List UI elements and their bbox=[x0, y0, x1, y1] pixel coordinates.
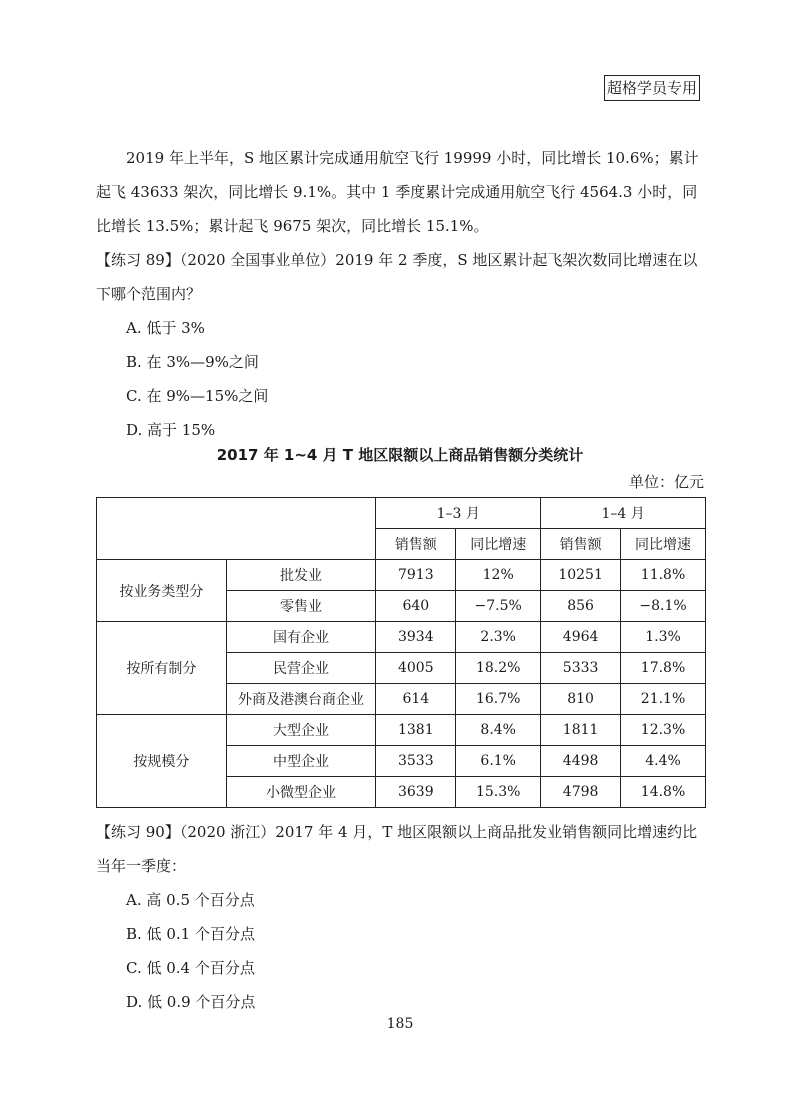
table-cell: −7.5% bbox=[456, 591, 541, 622]
row-label: 批发业 bbox=[226, 560, 376, 591]
sub-header: 同比增速 bbox=[621, 529, 706, 560]
option-a[interactable]: A. 高 0.5 个百分点 bbox=[126, 891, 255, 909]
sales-table bbox=[96, 497, 706, 808]
row-label: 小微型企业 bbox=[226, 777, 376, 808]
option-b[interactable]: B. 低 0.1 个百分点 bbox=[126, 925, 255, 943]
row-label: 国有企业 bbox=[226, 622, 376, 653]
option-c[interactable]: C. 低 0.4 个百分点 bbox=[126, 959, 255, 977]
table-cell: 4.4% bbox=[621, 746, 706, 777]
table-cell: 18.2% bbox=[456, 653, 541, 684]
option-d[interactable]: D. 高于 15% bbox=[126, 421, 216, 439]
row-label: 民营企业 bbox=[226, 653, 376, 684]
table-unit: 单位：亿元 bbox=[628, 473, 704, 491]
table-row bbox=[97, 560, 706, 591]
option-c[interactable]: C. 在 9%—15%之间 bbox=[126, 387, 269, 405]
table-cell: 21.1% bbox=[621, 684, 706, 715]
student-only-badge: 超格学员专用 bbox=[604, 75, 700, 101]
table-cell: 1381 bbox=[376, 715, 456, 746]
table-cell: 640 bbox=[376, 591, 456, 622]
table-cell: 10251 bbox=[541, 560, 621, 591]
table-cell: 12.3% bbox=[621, 715, 706, 746]
group-label: 按规模分 bbox=[97, 715, 227, 808]
table-cell: 1811 bbox=[541, 715, 621, 746]
option-b[interactable]: B. 在 3%—9%之间 bbox=[126, 353, 259, 371]
table-cell: 5333 bbox=[541, 653, 621, 684]
table-cell: 11.8% bbox=[621, 560, 706, 591]
table-cell: 14.8% bbox=[621, 777, 706, 808]
row-label: 外商及港澳台商企业 bbox=[226, 684, 376, 715]
period-header: 1–3 月 bbox=[376, 498, 541, 529]
table-cell: 2.3% bbox=[456, 622, 541, 653]
table-cell: 4498 bbox=[541, 746, 621, 777]
table-cell: 7913 bbox=[376, 560, 456, 591]
table-cell: 6.1% bbox=[456, 746, 541, 777]
period-header: 1–4 月 bbox=[541, 498, 706, 529]
table-cell: 8.4% bbox=[456, 715, 541, 746]
table-header-row bbox=[97, 498, 706, 529]
question-90-options bbox=[126, 883, 255, 1019]
table-cell: 4964 bbox=[541, 622, 621, 653]
table-cell: 1.3% bbox=[621, 622, 706, 653]
table-cell: 4798 bbox=[541, 777, 621, 808]
page-number: 185 bbox=[386, 1016, 414, 1032]
table-row bbox=[97, 622, 706, 653]
table-cell: 12% bbox=[456, 560, 541, 591]
group-label: 按所有制分 bbox=[97, 622, 227, 715]
row-label: 零售业 bbox=[226, 591, 376, 622]
table-title: 2017 年 1~4 月 T 地区限额以上商品销售额分类统计 bbox=[216, 446, 584, 464]
row-label: 大型企业 bbox=[226, 715, 376, 746]
option-a[interactable]: A. 低于 3% bbox=[126, 319, 205, 337]
table-corner-cell bbox=[97, 498, 376, 560]
table-cell: 856 bbox=[541, 591, 621, 622]
sub-header: 销售额 bbox=[541, 529, 621, 560]
intro-paragraph: 2019 年上半年，S 地区累计完成通用航空飞行 19999 小时，同比增长 10.6%；累计起飞 43633 架次，同比增长 9.1%。其中 1 季度累计完成通用航空飞行 4564.3 小时，同比增长 13.5%；累计起飞 9675 架次，同比增长 15.1%。 bbox=[96, 149, 699, 235]
table-cell: 17.8% bbox=[621, 653, 706, 684]
question-89-text: 【练习 89】（2020 全国事业单位）2019 年 2 季度，S 地区累计起飞架次数同比增速在以下哪个范围内？ bbox=[96, 251, 698, 303]
table-cell: 3533 bbox=[376, 746, 456, 777]
table-cell: 3639 bbox=[376, 777, 456, 808]
table-cell: 3934 bbox=[376, 622, 456, 653]
sub-header: 同比增速 bbox=[456, 529, 541, 560]
sub-header: 销售额 bbox=[376, 529, 456, 560]
group-label: 按业务类型分 bbox=[97, 560, 227, 622]
table-cell: −8.1% bbox=[621, 591, 706, 622]
table-row bbox=[97, 715, 706, 746]
option-d[interactable]: D. 低 0.9 个百分点 bbox=[126, 993, 256, 1011]
table-cell: 810 bbox=[541, 684, 621, 715]
table-cell: 614 bbox=[376, 684, 456, 715]
question-89-options bbox=[126, 311, 268, 447]
question-90-text: 【练习 90】（2020 浙江）2017 年 4 月，T 地区限额以上商品批发业销售额同比增速约比当年一季度： bbox=[96, 823, 698, 875]
table-cell: 16.7% bbox=[456, 684, 541, 715]
table-cell: 4005 bbox=[376, 653, 456, 684]
row-label: 中型企业 bbox=[226, 746, 376, 777]
table-cell: 15.3% bbox=[456, 777, 541, 808]
